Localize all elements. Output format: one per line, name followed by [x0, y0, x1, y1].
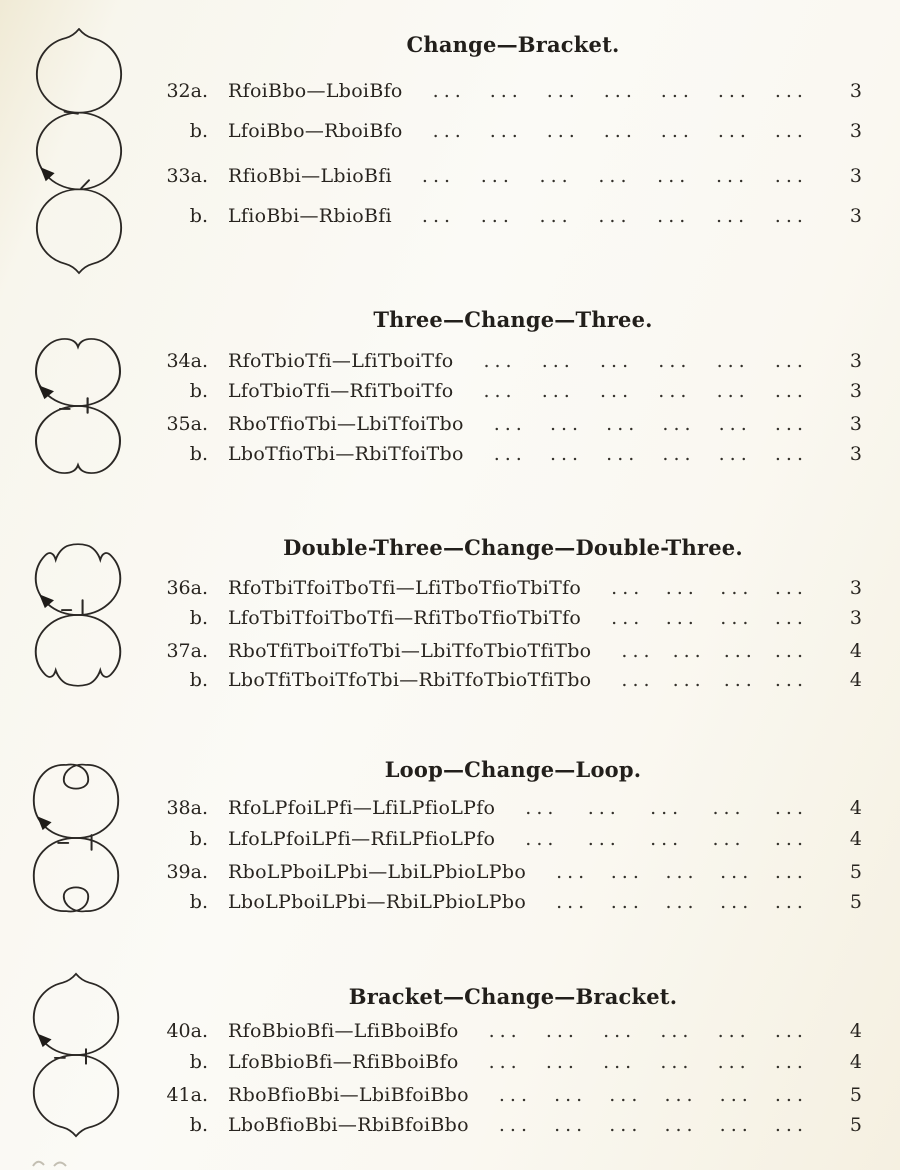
dot-leaders: ... ... ... ... ... ... ... — [421, 205, 808, 227]
dot-leaders: ... ... ... ... ... ... — [498, 1084, 808, 1106]
table-row — [150, 1018, 862, 1044]
figure-trace — [36, 406, 120, 473]
table-row — [150, 1082, 862, 1108]
dot-leaders: ... ... ... ... — [611, 577, 808, 599]
score-value: 3 — [849, 80, 862, 102]
section-title: Loop—Change—Loop. — [384, 757, 642, 782]
table-row — [150, 638, 862, 664]
table-row — [150, 826, 862, 852]
diagram-three-change-three — [18, 332, 138, 478]
score-value: 4 — [849, 797, 862, 819]
direction-arrow-icon — [40, 167, 54, 181]
item-number: 41a. — [166, 1084, 208, 1106]
figure-trace — [37, 189, 121, 273]
figure-notation: LfoLPfoiLPfi—RfiLPfioLPfo — [228, 828, 496, 850]
dot-leaders: ... ... ... ... ... — [556, 891, 808, 913]
table-row — [150, 1112, 862, 1138]
direction-arrow-icon — [37, 1034, 51, 1048]
figure-notation: LfoTbioTfi—RfiTboiTfo — [228, 380, 454, 402]
figure-notation: LfoTbiTfoiTboTfi—RfiTboTfioTbiTfo — [228, 607, 582, 629]
section-title: Change—Bracket. — [406, 32, 620, 57]
item-number: b. — [189, 1051, 208, 1073]
score-value: 3 — [849, 607, 862, 629]
diagram-loop-change-loop — [16, 759, 136, 917]
item-number: b. — [189, 1114, 208, 1136]
item-number: b. — [189, 669, 208, 691]
item-number: b. — [189, 828, 208, 850]
figure-trace — [37, 113, 121, 190]
figure-notation: RboTfiTboiTfoTbi—LbiTfoTbioTfiTbo — [228, 640, 592, 662]
score-value: 3 — [849, 165, 862, 187]
dot-leaders: ... ... ... ... ... ... ... — [432, 80, 808, 102]
dot-leaders: ... ... ... ... ... — [525, 797, 808, 819]
dot-leaders: ... ... ... ... ... ... — [488, 1020, 808, 1042]
dot-leaders: ... ... ... ... ... ... — [488, 1051, 808, 1073]
figure-notation: LfioBbi—RbioBfi — [228, 205, 392, 227]
dot-leaders: ... ... ... ... ... — [525, 828, 808, 850]
figure-notation: LboTfioTbi—RbiTfoiTbo — [228, 443, 464, 465]
dot-leaders: ... ... ... ... ... ... — [498, 1114, 808, 1136]
scan-artifact — [30, 1156, 70, 1168]
score-value: 5 — [849, 861, 862, 883]
direction-arrow-icon — [38, 385, 54, 399]
figure-trace — [34, 838, 118, 911]
item-number: b. — [189, 120, 208, 142]
dot-leaders: ... ... ... ... ... — [556, 861, 808, 883]
figure-notation: RboBfioBbi—LbiBfoiBbo — [228, 1084, 469, 1106]
table-row — [150, 118, 862, 144]
figure-notation: LfoBbioBfi—RfiBboiBfo — [228, 1051, 459, 1073]
section-change-bracket — [150, 33, 862, 229]
figure-trace — [34, 765, 118, 838]
dot-leaders: ... ... ... ... ... ... — [483, 380, 808, 402]
section-bracket-change-bracket — [150, 985, 862, 1138]
dot-leaders: ... ... ... ... ... ... ... — [421, 165, 808, 187]
section-loop-change-loop — [150, 758, 862, 915]
score-value: 3 — [849, 205, 862, 227]
figure-notation: RfioBbi—LbioBfi — [228, 165, 392, 187]
figure-notation: RfoiBbo—LboiBfo — [228, 80, 403, 102]
figure-notation: RboLPboiLPbi—LbiLPbioLPbo — [228, 861, 527, 883]
table-row — [150, 795, 862, 821]
figure-notation: RfoTbioTfi—LfiTboiTfo — [228, 350, 454, 372]
score-value: 3 — [849, 443, 862, 465]
figure-notation: RfoTbiTfoiTboTfi—LfiTboTfioTbiTfo — [228, 577, 582, 599]
score-value: 5 — [849, 1084, 862, 1106]
score-value: 3 — [849, 350, 862, 372]
score-value: 4 — [849, 1051, 862, 1073]
figure-notation: RboTfioTbi—LbiTfoiTbo — [228, 413, 464, 435]
table-row — [150, 575, 862, 601]
table-row — [150, 411, 862, 437]
figure-trace — [34, 1055, 118, 1136]
score-value: 5 — [849, 891, 862, 913]
figure-notation: RfoBbioBfi—LfiBboiBfo — [228, 1020, 459, 1042]
dot-leaders: ... ... ... ... ... ... — [493, 443, 808, 465]
dot-leaders: ... ... ... ... — [611, 607, 808, 629]
table-row — [150, 859, 862, 885]
item-number: b. — [189, 443, 208, 465]
table-row — [150, 889, 862, 915]
score-value: 4 — [849, 1020, 862, 1042]
dot-leaders: ... ... ... ... ... ... — [493, 413, 808, 435]
item-number: 34a. — [166, 350, 208, 372]
table-row — [150, 1049, 862, 1075]
score-value: 3 — [849, 120, 862, 142]
score-value: 3 — [849, 577, 862, 599]
figure-trace — [36, 615, 121, 686]
item-number: 40a. — [166, 1020, 208, 1042]
diagram-bracket-change-bracket — [16, 971, 136, 1139]
table-row — [150, 163, 862, 189]
score-value: 3 — [849, 380, 862, 402]
score-value: 4 — [849, 669, 862, 691]
item-number: b. — [189, 891, 208, 913]
item-number: 37a. — [166, 640, 208, 662]
diagram-change-bracket — [18, 28, 140, 276]
figure-trace — [37, 29, 121, 113]
item-number: b. — [189, 205, 208, 227]
section-three-change-three — [150, 308, 862, 467]
score-value: 3 — [849, 413, 862, 435]
figure-notation: RfoLPfoiLPfi—LfiLPfioLPfo — [228, 797, 496, 819]
item-number: 32a. — [166, 80, 208, 102]
change-edge-tick — [81, 180, 89, 188]
figure-notation: LboLPboiLPbi—RbiLPbioLPbo — [228, 891, 527, 913]
dot-leaders: ... ... ... ... — [621, 669, 808, 691]
table-row — [150, 667, 862, 693]
section-title: Three—Change—Three. — [373, 307, 653, 332]
figure-notation: LfoiBbo—RboiBfo — [228, 120, 403, 142]
section-title: Double-Three—Change—Double-Three. — [283, 535, 743, 560]
item-number: 35a. — [166, 413, 208, 435]
item-number: 36a. — [166, 577, 208, 599]
direction-arrow-icon — [37, 816, 51, 830]
table-row — [150, 348, 862, 374]
item-number: 33a. — [166, 165, 208, 187]
table-row — [150, 605, 862, 631]
figure-notation: LboTfiTboiTfoTbi—RbiTfoTbioTfiTbo — [228, 669, 592, 691]
item-number: b. — [189, 607, 208, 629]
score-value: 4 — [849, 640, 862, 662]
diagram-double-three — [14, 537, 142, 693]
score-value: 4 — [849, 828, 862, 850]
dot-leaders: ... ... ... ... ... ... ... — [432, 120, 808, 142]
score-value: 5 — [849, 1114, 862, 1136]
section-double-three — [150, 536, 862, 693]
figure-notation: LboBfioBbi—RbiBfoiBbo — [228, 1114, 469, 1136]
figure-trace — [36, 339, 120, 406]
item-number: b. — [189, 380, 208, 402]
table-row — [150, 78, 862, 104]
table-row — [150, 441, 862, 467]
item-number: 39a. — [166, 861, 208, 883]
table-row — [150, 203, 862, 229]
dot-leaders: ... ... ... ... — [621, 640, 808, 662]
section-title: Bracket—Change—Bracket. — [348, 984, 678, 1009]
table-row — [150, 378, 862, 404]
item-number: 38a. — [166, 797, 208, 819]
dot-leaders: ... ... ... ... ... ... — [483, 350, 808, 372]
direction-arrow-icon — [39, 594, 54, 608]
